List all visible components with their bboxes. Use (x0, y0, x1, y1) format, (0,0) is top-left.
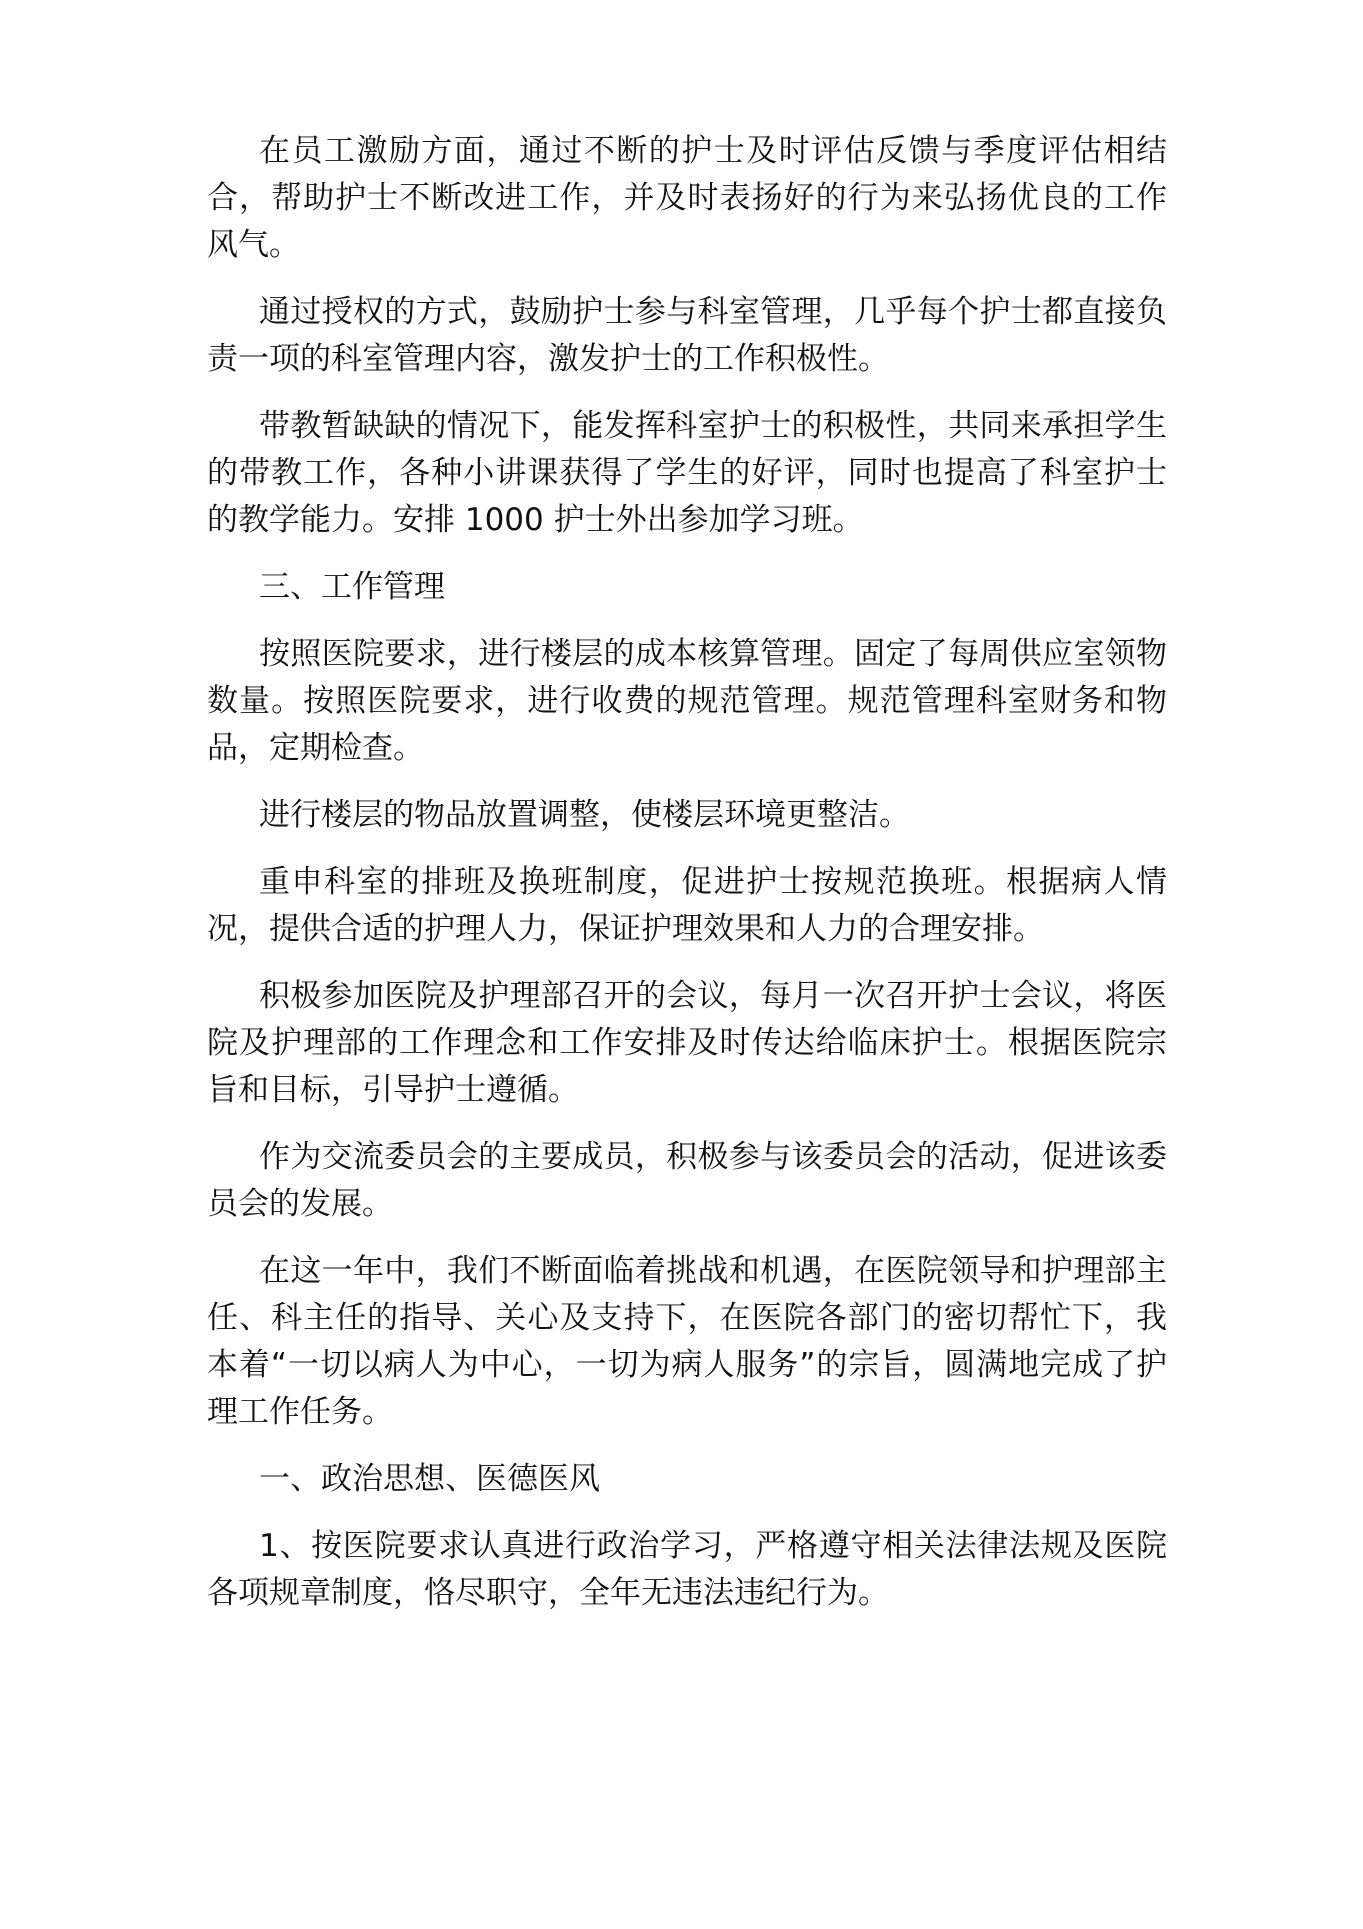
paragraph-committee: 作为交流委员会的主要成员，积极参与该委员会的活动，促进该委员会的发展。 (207, 1139, 1167, 1222)
paragraph-floor-arrangement: 进行楼层的物品放置调整，使楼层环境更整洁。 (259, 797, 910, 833)
document-body (207, 128, 1167, 1637)
paragraph-teaching: 带教暂缺缺的情况下，能发挥科室护士的积极性，共同来承担学生的带教工作，各种小讲课获得了学生的好评，同时也提高了科室护士的教学能力。安排 1000 护士外出参加学习班。 (207, 408, 1167, 538)
paragraph-scheduling: 重申科室的排班及换班制度，促进护士按规范换班。根据病人情况，提供合适的护理人力，保证护理效果和人力的合理安排。 (207, 864, 1167, 947)
paragraph-authorization: 通过授权的方式，鼓励护士参与科室管理，几乎每个护士都直接负责一项的科室管理内容，激发护士的工作积极性。 (207, 294, 1167, 377)
section-heading-work-management: 三、工作管理 (259, 569, 445, 605)
paragraph-cost-management: 按照医院要求，进行楼层的成本核算管理。固定了每周供应室领物数量。按照医院要求，进行收费的规范管理。规范管理科室财务和物品，定期检查。 (207, 636, 1167, 766)
paragraph-year-summary: 在这一年中，我们不断面临着挑战和机遇，在医院领导和护理部主任、科主任的指导、关心及支持下，在医院各部门的密切帮忙下，我本着“一切以病人为中心，一切为病人服务”的宗旨，圆满地完成了护理工作任务。 (207, 1253, 1167, 1430)
paragraph-political-study: 1、按医院要求认真进行政治学习，严格遵守相关法律法规及医院各项规章制度，恪尽职守，全年无违法违纪行为。 (207, 1528, 1167, 1611)
paragraph-meetings: 积极参加医院及护理部召开的会议，每月一次召开护士会议，将医院及护理部的工作理念和工作安排及时传达给临床护士。根据医院宗旨和目标，引导护士遵循。 (207, 978, 1167, 1108)
section-heading-political-thought: 一、政治思想、医德医风 (259, 1461, 600, 1497)
paragraph-staff-incentive: 在员工激励方面，通过不断的护士及时评估反馈与季度评估相结合，帮助护士不断改进工作，并及时表扬好的行为来弘扬优良的工作风气。 (207, 133, 1167, 263)
